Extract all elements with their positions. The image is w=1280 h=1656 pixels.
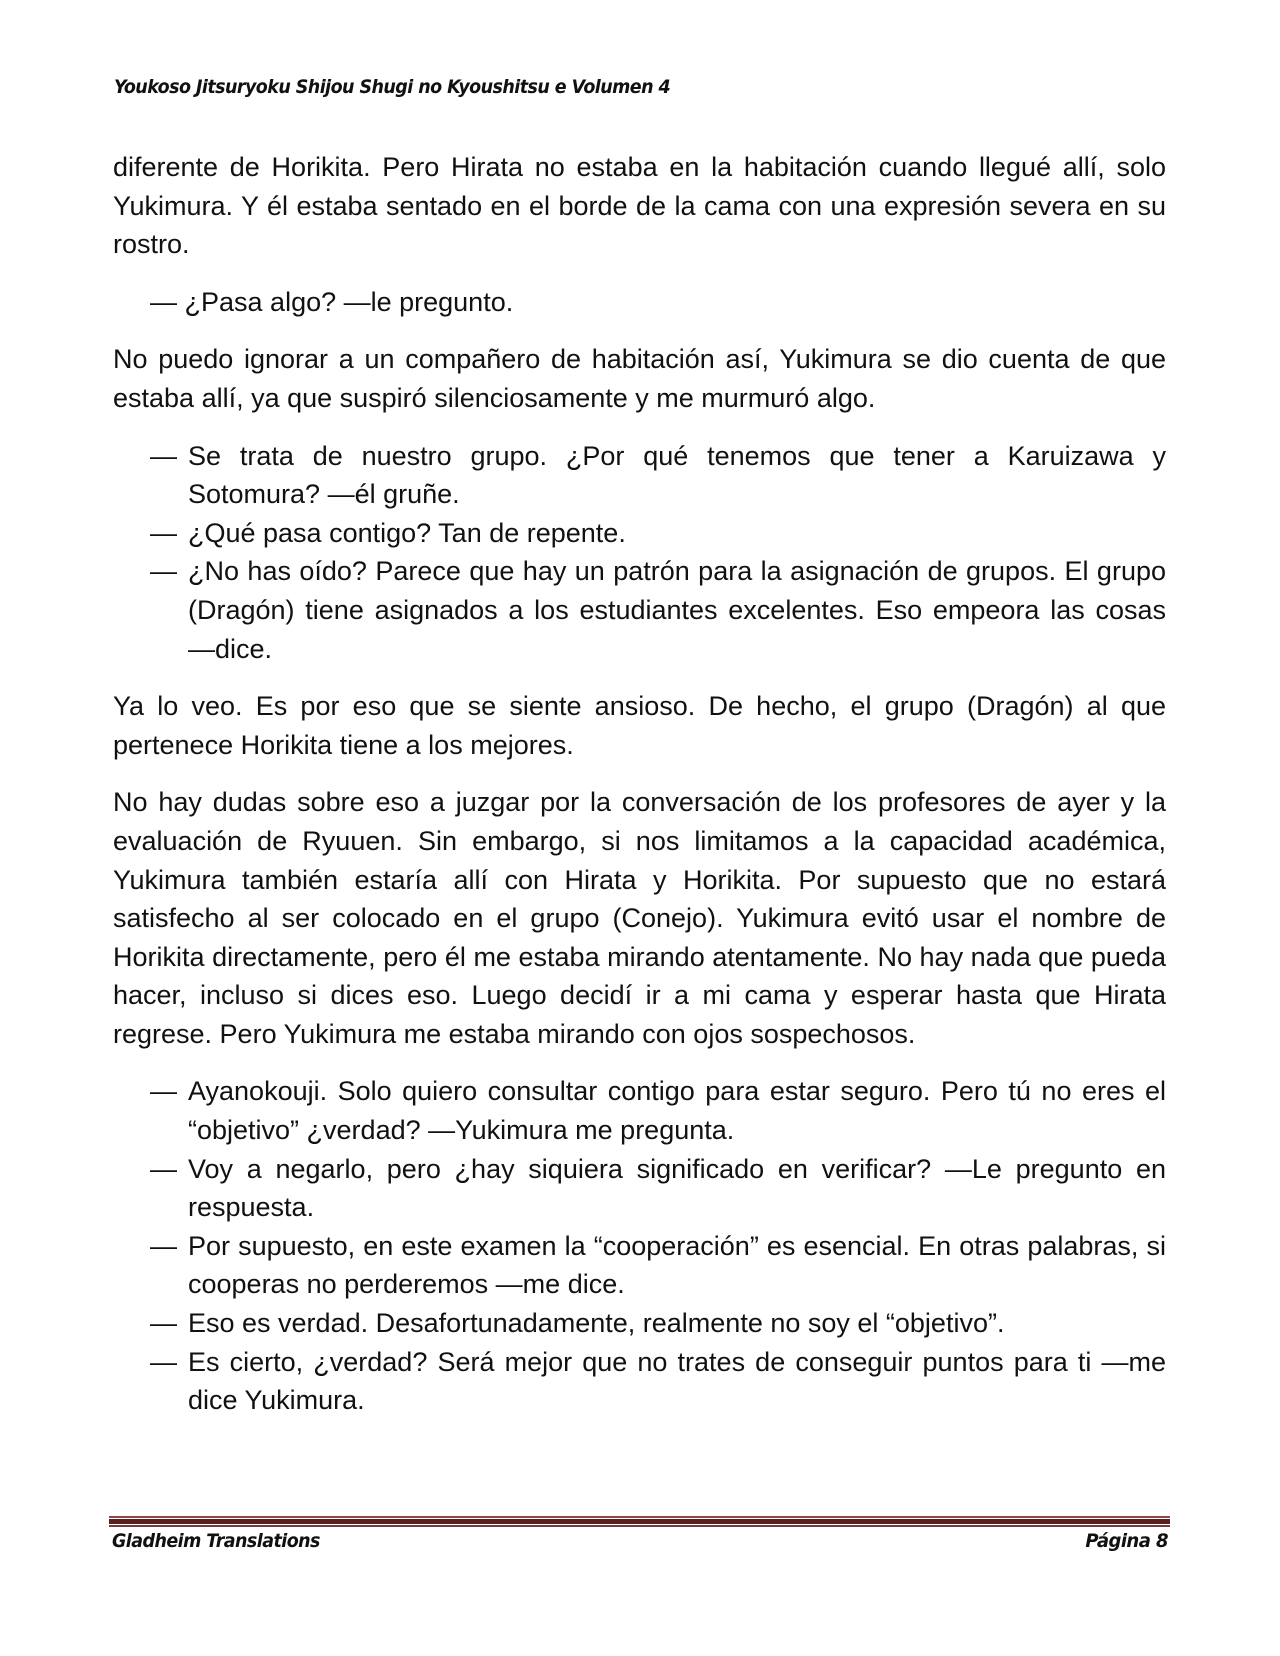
dialogue-group — [113, 1072, 1166, 1419]
em-dash: — — [150, 440, 177, 471]
em-dash: — — [150, 1076, 177, 1107]
paragraph: No puedo ignorar a un compañero de habitación así, Yukimura se dio cuenta de que estaba allí, ya que suspiró silenciosamente y me murmuró algo. — [113, 344, 1166, 413]
dialogue-text: Por supuesto, en este examen la “cooperación” es esencial. En otras palabras, si cooperas no perderemos —me dice. — [188, 1230, 1166, 1300]
footer-rule — [109, 1516, 1170, 1527]
dialogue-line — [113, 552, 1166, 668]
paragraph: Ya lo veo. Es por eso que se siente ansioso. De hecho, el grupo (Dragón) al que pertenece Horikita tiene a los mejores. — [113, 691, 1166, 760]
footer-rule-line — [109, 1525, 1170, 1527]
footer-publisher: Gladheim Translations — [112, 1530, 320, 1552]
em-dash: — — [150, 1308, 177, 1339]
dialogue-text: ¿No has oído? Parece que hay un patrón para la asignación de grupos. El grupo (Dragón) tiene asignados a los estudiantes excelentes. Eso empeora las cosas —dice. — [188, 556, 1166, 664]
dialogue-line — [113, 437, 1166, 514]
dialogue-line — [113, 514, 1166, 553]
footer-rule-line — [109, 1516, 1170, 1518]
dialogue-text: Voy a negarlo, pero ¿hay siquiera significado en verificar? —Le pregunto en respuesta. — [188, 1153, 1166, 1223]
dialogue-line — [113, 1072, 1166, 1149]
dialogue-text: ¿Pasa algo? —le pregunto. — [184, 286, 514, 317]
dialogue-text: Es cierto, ¿verdad? Será mejor que no trates de conseguir puntos para ti —me dice Yukimura. — [188, 1346, 1166, 1416]
running-header: Youkoso Jitsuryoku Shijou Shugi no Kyoushitsu e Volumen 4 — [114, 76, 671, 98]
body-text — [113, 148, 1166, 1439]
paragraph: diferente de Horikita. Pero Hirata no estaba en la habitación cuando llegué allí, solo Yukimura. Y él estaba sentado en el borde de la cama con una expresión severa en su rostro. — [113, 152, 1166, 260]
em-dash: — — [150, 1230, 177, 1261]
em-dash: — — [150, 1153, 177, 1184]
dialogue-line — [113, 1150, 1166, 1227]
dialogue-text: Ayanokouji. Solo quiero consultar contigo para estar seguro. Pero tú no eres el “objetivo” ¿verdad? —Yukimura me pregunta. — [188, 1076, 1166, 1146]
em-dash: — — [150, 517, 177, 548]
dialogue-text: ¿Qué pasa contigo? Tan de repente. — [188, 517, 626, 548]
dialogue-line — [113, 1304, 1166, 1343]
footer-page-number: Página 8 — [1085, 1530, 1168, 1552]
dialogue-group — [113, 437, 1166, 669]
em-dash: — — [150, 286, 177, 317]
dialogue-line — [113, 1343, 1166, 1420]
paragraph: No hay dudas sobre eso a juzgar por la conversación de los profesores de ayer y la evaluación de Ryuuen. Sin embargo, si nos limitamos a la capacidad académica, Yukimura también estaría allí con Hirata y Horikita. Por supuesto que no estará satisfecho al ser colocado en el grupo (Conejo). Yukimura evitó usar el nombre de Horikita directamente, pero él me estaba mirando atentamente. No hay nada que pueda hacer, incluso si dices eso. Luego decidí ir a mi cama y esperar hasta que Hirata regrese. Pero Yukimura me estaba mirando con ojos sospechosos. — [113, 787, 1166, 1049]
em-dash: — — [150, 1346, 177, 1377]
em-dash: — — [150, 556, 177, 587]
dialogue-text: Eso es verdad. Desafortunadamente, realmente no soy el “objetivo”. — [188, 1308, 1005, 1339]
dialogue-text: Se trata de nuestro grupo. ¿Por qué tenemos que tener a Karuizawa y Sotomura? —él gruñe. — [188, 440, 1166, 510]
dialogue-group — [113, 283, 1166, 322]
footer-rule-line — [109, 1519, 1170, 1524]
dialogue-line — [113, 283, 1166, 322]
dialogue-line — [113, 1227, 1166, 1304]
